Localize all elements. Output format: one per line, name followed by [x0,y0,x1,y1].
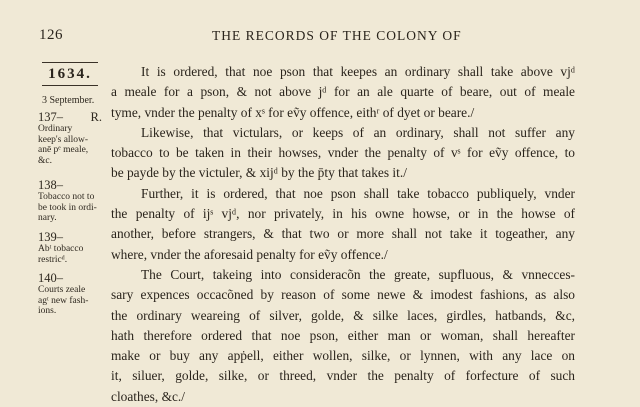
text-line: make or buy any apṗell, either wollen, silke, or lynnen, with any lace on [111,348,575,364]
text-line: hath therefore ordered that noe pson, either man or woman, shall hereafter [111,327,575,343]
margin-note-137 [38,111,110,166]
year: 1634. [48,66,92,82]
margin-note-number: 140– [38,271,63,285]
year-rule-bottom [42,85,98,86]
text-line: The Court, takeing into consideracõn the greate, supfluous, & vnnecces- [141,266,575,282]
running-title: THE RECORDS OF THE COLONY OF [212,28,462,43]
margin-note-line: Courts zeale [38,285,86,295]
margin-note-140 [38,272,110,317]
body-text [111,62,575,407]
margin-date: 3 September. [42,95,95,106]
text-line: the penalty of ijˢ vjᵈ, nor privately, in his owne howse, or in the howse of [111,206,575,222]
margin-note-line: nary. [38,213,57,223]
margin-note-138 [38,179,110,224]
margin-note-suffix: R. [90,110,102,124]
text-line: tobacco to be taken in their howses, vnder the penalty of vˢ for eṽy offence, to [111,145,575,161]
page-header [0,27,640,47]
margin-note-line: be took in ordi- [38,202,97,213]
text-line: another, before strangers, & that two or more shall not take it togeather, any [111,226,575,242]
margin-note-line: ions. [38,306,57,316]
text-line: It is ordered, that noe pson that keepes an ordinary shall take above vjᵈ [141,64,575,79]
margin-note-line: anē pᵉ meale, [38,145,89,155]
year-heading [36,62,104,86]
page-number: 126 [39,27,63,43]
text-line: sary expences occacõned by reason of some newe & imodest fashions, as also [111,287,575,303]
text-line: Further, it is ordered, that noe pson shall take tobacco publiquely, vnder [141,185,575,201]
year-rule-top [42,62,98,63]
margin-note-line: &c. [38,155,52,166]
margin-note-line: agᵗ new fash- [38,295,89,306]
margin-note-number: 138– [38,178,63,192]
margin-note-line: keep's allow- [38,134,88,145]
margin-note-number: 137– [38,110,63,124]
margin-note-line: Ordinary [38,124,73,134]
text-line: it, siluer, golde, silke, or threed, vnder the penalty of forfecture of such [111,368,575,384]
margin-note-line: Tobacco not to [38,192,95,202]
text-line: be payde by the victuler, & xijᵈ by the p̄ty that takes it./ [111,165,407,181]
margin-note-139 [38,231,110,265]
text-line: cloathes, &c./ [111,388,185,404]
margin-note-line: Abᵗ tobacco [38,244,84,254]
text-line: where, vnder the aforesaid penalty for eṽy offence./ [111,246,388,262]
margin-note-line: restricᵈ. [38,254,68,265]
text-line: Likewise, that victulars, or keeps of an ordinary, shall not suffer any [141,124,575,140]
margin-note-number: 139– [38,230,63,244]
text-line: a meale for a pson, & not above jᵈ for an ale quarte of beare, out of meale [111,84,575,100]
text-line: the ordinary weareing of silver, golde, & silke laces, girdles, hatbands, &c, [111,307,575,323]
text-line: tyme, vnder the penalty of xˢ for eṽy offence, eithʳ of dyet or beare./ [111,104,475,120]
